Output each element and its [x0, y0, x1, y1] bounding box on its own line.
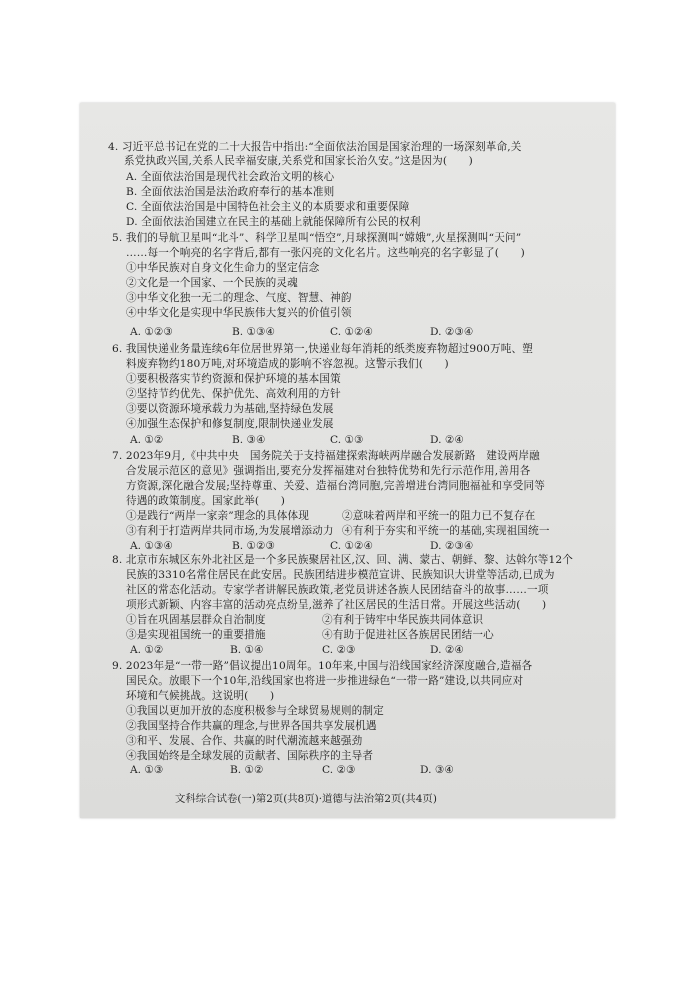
question-5-statement-1: ①中华民族对自身文化生命力的坚定信念	[126, 262, 320, 274]
question-7-stem-line-3: 方资源,深化融合发展;坚持尊重、关爱、造福台湾同胞,完善增进台湾同胞福祉和享受同等	[126, 480, 546, 492]
question-7-choice-b: B. ①②③	[232, 540, 276, 552]
question-5-statement-4: ④中华文化是实现中华民族伟大复兴的价值引领	[126, 307, 352, 319]
question-6-stem-line-1: 6. 我国快递业务量连续6年位居世界第一,快递业每年消耗的纸类废弃物超过900万吨、塑	[112, 343, 534, 355]
question-5-choice-c: C. ①②④	[330, 326, 373, 338]
question-6-statement-1: ①要积极落实节约资源和保护环境的基本国策	[126, 373, 341, 385]
question-8-choice-b: B. ①④	[230, 644, 264, 656]
question-7-statement-1: ①是践行“两岸一家亲”理念的具体体现	[126, 510, 310, 522]
question-4-option-a: A. 全面依法治国是现代社会政治文明的核心	[126, 171, 335, 183]
question-8-statement-3: ③是实现祖国统一的重要措施	[126, 629, 266, 641]
question-6-choice-d: D. ②④	[430, 434, 464, 446]
question-4-option-c: C. 全面依法治国是中国特色社会主义的本质要求和重要保障	[126, 201, 410, 213]
question-6-statement-4: ④加强生态保护和修复制度,限制快递业发展	[126, 418, 334, 430]
question-6-choice-a: A. ①②	[130, 434, 164, 446]
question-7-statement-4: ④有利于夯实和平统一的基础,实现祖国统一	[342, 525, 550, 537]
question-9-statement-1: ①我国以更加开放的态度积极参与全球贸易规则的制定	[126, 705, 384, 717]
question-7-statement-3: ③有利于打造两岸共同市场,为发展增添动力	[126, 525, 334, 537]
question-6-stem-line-2: 料废弃物约180万吨,对环境造成的影响不容忽视。这警示我们( )	[126, 358, 449, 370]
question-7-choice-a: A. ①③④	[130, 540, 173, 552]
question-9-statement-4: ④我国始终是全球发展的贡献者、国际秩序的主导者	[126, 750, 374, 762]
question-5-statement-2: ②文化是一个国家、一个民族的灵魂	[126, 277, 298, 289]
question-8-statement-1: ①旨在巩固基层群众自治制度	[126, 614, 266, 626]
question-5-stem-line-1: 5. 我们的导航卫星叫“北斗”、科学卫星叫“悟空”,月球探测叫“嫦娥”,火星探测叫“天问”	[112, 232, 522, 244]
question-7-stem-line-4: 待遇的政策制度。国家此举( )	[126, 495, 285, 507]
question-8-stem-line-3: 社区的常态化活动。专家学者讲解民族政策,老党员讲述各族人民团结奋斗的故事……一项	[126, 584, 549, 596]
question-7-choice-d: D. ②③④	[430, 540, 474, 552]
question-7-statement-2: ②意味着两岸和平统一的阻力已不复存在	[342, 510, 536, 522]
question-6-statement-2: ②坚持节约优先、保护优先、高效利用的方针	[126, 388, 341, 400]
question-9-choice-d: D. ③④	[420, 764, 454, 776]
question-5-choice-a: A. ①②③	[130, 326, 173, 338]
question-8-statement-2: ②有利于铸牢中华民族共同体意识	[322, 614, 484, 626]
question-8-choice-c: C. ②③	[322, 644, 356, 656]
question-8-stem-line-2: 民族的3310名常住居民在此安居。民族团结进步模范宣讲、民族知识大讲堂等活动,已成为	[126, 569, 555, 581]
question-6-choice-b: B. ③④	[232, 434, 266, 446]
question-9-statement-2: ②我国坚持合作共赢的理念,与世界各国共享发展机遇	[126, 720, 377, 732]
question-9-choice-c: C. ②③	[322, 764, 356, 776]
question-4-stem-line-1: 4. 习近平总书记在党的二十大报告中指出:“全面依法治国是国家治理的一场深刻革命,关	[108, 141, 522, 153]
question-9-choice-b: B. ①②	[230, 764, 264, 776]
question-8-choice-d: D. ②④	[430, 644, 464, 656]
question-8-choice-a: A. ①②	[130, 644, 164, 656]
question-6-statement-3: ③要以资源环境承载力为基础,坚持绿色发展	[126, 403, 334, 415]
question-7-stem-line-1: 7. 2023年9月,《中共中央 国务院关于支持福建探索海峡两岸融合发展新路 建设两岸融	[112, 450, 540, 462]
question-9-choice-a: A. ①③	[130, 764, 164, 776]
question-4-option-d: D. 全面依法治国建立在民主的基础上就能保障所有公民的权利	[126, 216, 421, 228]
question-4-stem-line-2: 系党执政兴国,关系人民幸福安康,关系党和国家长治久安。”这是因为( )	[124, 155, 473, 167]
question-5-statement-3: ③中华文化独一无二的理念、气度、智慧、神韵	[126, 292, 352, 304]
question-5-stem-line-2: ……每一个响亮的名字背后,都有一张闪亮的文化名片。这些响亮的名字彰显了( )	[126, 247, 525, 259]
question-7-stem-line-2: 合发展示范区的意见》强调指出,要充分发挥福建对台独特优势和先行示范作用,善用各	[126, 465, 531, 477]
question-8-stem-line-1: 8. 北京市东城区东外北社区是一个多民族聚居社区,汉、回、满、蒙古、朝鲜、黎、达斡尔等12个	[112, 554, 573, 566]
question-4-option-b: B. 全面依法治国是法治政府奉行的基本准则	[126, 186, 335, 198]
page-footer: 文科综合试卷(一)第2页(共8页)·道德与法治第2页(共4页)	[175, 793, 437, 805]
question-5-choice-d: D. ②③④	[430, 326, 474, 338]
question-9-stem-line-1: 9. 2023年是“一带一路”倡议提出10周年。10年来,中国与沿线国家经济深度融合,造福各	[112, 660, 533, 672]
question-6-choice-c: C. ①③	[330, 434, 364, 446]
question-7-choice-c: C. ①②④	[330, 540, 373, 552]
question-9-stem-line-3: 环境和气候挑战。这说明( )	[126, 690, 275, 702]
question-9-statement-3: ③和平、发展、合作、共赢的时代潮流越来越强劲	[126, 735, 363, 747]
question-5-choice-b: B. ①③④	[232, 326, 276, 338]
question-8-statement-4: ④有助于促进社区各族居民团结一心	[322, 629, 494, 641]
question-9-stem-line-2: 国民众。放眼下一个10年,沿线国家也将进一步推进绿色“一带一路”建设,以共同应对	[126, 675, 524, 687]
question-8-stem-line-4: 项形式新颖、内容丰富的活动亮点纷呈,滋养了社区居民的生活日常。开展这些活动( )	[126, 599, 547, 611]
